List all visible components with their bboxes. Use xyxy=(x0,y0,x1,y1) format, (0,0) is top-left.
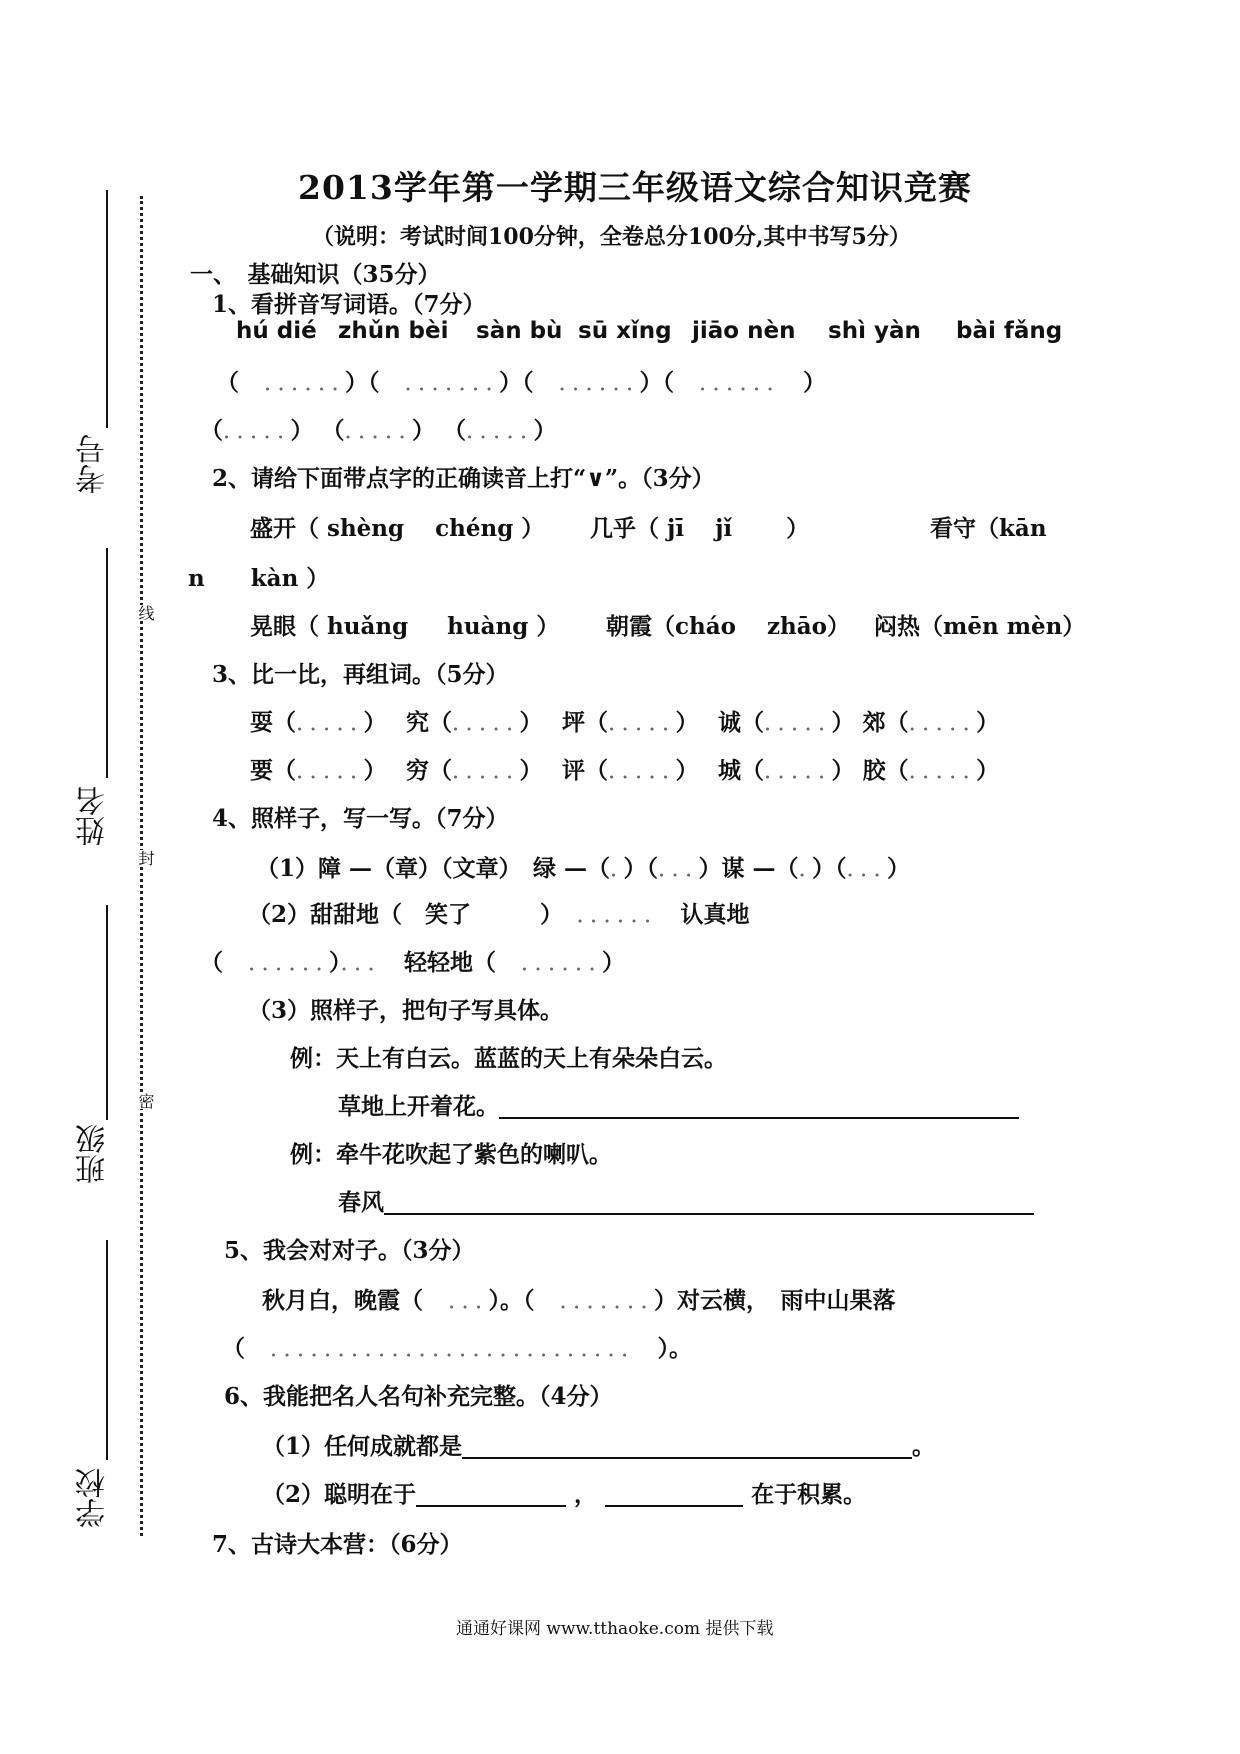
q3-char: 耍 xyxy=(250,709,273,736)
q6-line2-end: 在于积累。 xyxy=(751,1481,867,1508)
q2-item-kanshou[interactable]: 看守（kān xyxy=(930,515,1047,542)
q3-char: 诚 xyxy=(718,709,742,736)
q3-char: 要 xyxy=(250,757,273,784)
q5-line1[interactable]: 秋月白，晚霞（ ．．．）。（ ．．．．．．．）对云横， 雨中山果落 xyxy=(262,1287,896,1314)
q2-item-menre[interactable]: 闷热（mēn mèn） xyxy=(874,613,1086,640)
q5-part-a: 秋月白，晚霞（ xyxy=(262,1287,423,1314)
q2-item-shengkai[interactable]: 盛开（ shèng chéng ） xyxy=(250,515,545,542)
q1-pinyin-4: sū xǐng xyxy=(578,318,672,344)
binding-label-class: 班级 xyxy=(76,1124,111,1184)
q3-char: 穷 xyxy=(406,757,430,784)
q4-part2-line1[interactable]: （2）甜甜地（ 笑了 ） ．．．．．． 认真地 xyxy=(248,901,750,928)
q1-pinyin-1: hú dié xyxy=(236,318,317,344)
q4-fill1-label: 草地上开着花。 xyxy=(338,1093,499,1120)
q5-part-d: 雨中山果落 xyxy=(780,1287,896,1314)
q6-line2-label: （2）聪明在于 xyxy=(262,1481,417,1508)
q3-char: 坪 xyxy=(562,709,586,736)
q6-line1-end: 。 xyxy=(912,1433,936,1460)
binding-mark-xian: 线 xyxy=(136,605,155,621)
q6-title: 6、我能把名人名句补充完整。（4分） xyxy=(224,1383,613,1410)
q2-item-zhaoxia[interactable]: 朝霞（cháo zhāo） xyxy=(606,613,851,640)
q3-title: 3、比一比，再组词。（5分） xyxy=(212,661,509,688)
q1-answer-row2[interactable]: （．．．．．） （．．．．．） （．．．．．） xyxy=(200,417,557,444)
q4-example1: 例：天上有白云。蓝蓝的天上有朵朵白云。 xyxy=(290,1045,727,1072)
q1-pinyin-7: bài fǎng xyxy=(956,318,1063,344)
q2-item-kanshou-cont[interactable]: n kàn ） xyxy=(188,565,330,592)
q4-p1-green: 绿 — xyxy=(533,855,588,882)
q4-fill1[interactable] xyxy=(338,1088,1019,1121)
q4-fill2[interactable] xyxy=(338,1184,1034,1217)
q1-answer-row1[interactable]: （ ．．．．．．）（ ．．．．．．．）（ ．．．．．．）（ ．．．．．． ） xyxy=(216,369,826,396)
q4-p2-tiantian: （2）甜甜地（ xyxy=(248,901,403,928)
page-title: 2013学年第一学期三年级语文综合知识竞赛 xyxy=(298,168,972,207)
binding-label-school: 学校 xyxy=(76,1468,111,1528)
q3-char: 胶 xyxy=(862,757,886,784)
q6-line1-label: （1）任何成就都是 xyxy=(262,1433,463,1460)
footer-source: 通通好课网 www.tthaoke.com 提供下载 xyxy=(456,1619,774,1639)
q5-part-b: ）。（ xyxy=(488,1287,535,1314)
q4-p2-serious: 认真地 xyxy=(680,901,750,928)
q2-item-huangyan[interactable]: 晃眼（ huǎng huàng ） xyxy=(250,613,560,640)
q3-char: 郊 xyxy=(862,709,886,736)
q3-char: 城 xyxy=(718,757,742,784)
q1-pinyin-6: shì yàn xyxy=(828,318,921,344)
binding-line-school xyxy=(106,1240,108,1460)
q5-title: 5、我会对对子。（3分） xyxy=(224,1237,475,1264)
q6-line2[interactable] xyxy=(262,1476,866,1509)
q1-pinyin-2: zhǔn bèi xyxy=(338,318,449,344)
q2-title: 2、请给下面带点字的正确读音上打“∨”。（3分） xyxy=(212,465,715,492)
q1-pinyin-3: sàn bù xyxy=(476,318,563,344)
q5-part-c: ）对云横， xyxy=(654,1287,758,1314)
q4-p1-mou: 谋 — xyxy=(721,855,776,882)
q3-char: 评 xyxy=(562,757,586,784)
q4-fill2-label: 春风 xyxy=(338,1189,384,1216)
binding-label-kaohao: 考号 xyxy=(76,434,111,494)
q4-title: 4、照样子，写一写。（7分） xyxy=(212,805,509,832)
q1-pinyin-5: jiāo nèn xyxy=(692,318,796,344)
binding-dotted-line xyxy=(140,196,143,1536)
binding-line-class xyxy=(106,905,108,1120)
q3-row2[interactable]: 要（．．．．．） 穷（．．．．．） 评（．．．．．） 城（．．．．．） 胶（．．．．．） xyxy=(250,757,1000,784)
binding-line-name xyxy=(106,548,108,778)
q3-char: 究 xyxy=(406,709,430,736)
q4-example2: 例：牵牛花吹起了紫色的喇叭。 xyxy=(290,1141,612,1168)
q4-part3-title: （3）照样子，把句子写具体。 xyxy=(248,997,564,1024)
q4-p1-example: （1）障 —（章）（文章） xyxy=(256,855,511,882)
exam-note: （说明：考试时间100分钟，全卷总分100分,其中书写5分） xyxy=(312,224,911,250)
binding-mark-mi: 密 xyxy=(136,1093,155,1109)
binding-mark-feng: 封 xyxy=(136,850,155,866)
q4-p2-smile: 笑了 xyxy=(425,901,472,928)
q7-title: 7、古诗大本营：（6分） xyxy=(212,1531,463,1558)
section-heading: 一、 基础知识（35分） xyxy=(190,261,441,288)
q5-line2-end: ）。 xyxy=(657,1335,692,1362)
q3-row1[interactable]: 耍（．．．．．） 究（．．．．．） 坪（．．．．．） 诚（．．．．．） 郊（．．．．．） xyxy=(250,709,1000,736)
q6-line2-comma: ， xyxy=(574,1481,598,1508)
q1-title: 1、看拼音写词语。（7分） xyxy=(212,291,486,318)
q4-p2-gentle: 轻轻地（ xyxy=(404,949,496,976)
binding-line-kaohao xyxy=(106,190,108,428)
q5-line2[interactable]: （ ．．．．．．．．．．．．．．．．．．．．．．．．．．． ）。 xyxy=(222,1335,692,1362)
binding-label-name: 姓名 xyxy=(76,786,111,846)
q4-part1[interactable]: （1）障 —（章）（文章） 绿 —（．）（．．．）谋 —（．）（．．．） xyxy=(256,855,911,882)
q6-line1[interactable] xyxy=(262,1428,935,1461)
q4-part2-line2[interactable]: （ ．．．．．．）．．． 轻轻地（ ．．．．．．） xyxy=(200,949,625,976)
q2-item-kanshou-kan: kàn ） xyxy=(250,565,330,592)
q2-item-jihu[interactable]: 几乎（ jī jǐ ） xyxy=(590,515,810,542)
